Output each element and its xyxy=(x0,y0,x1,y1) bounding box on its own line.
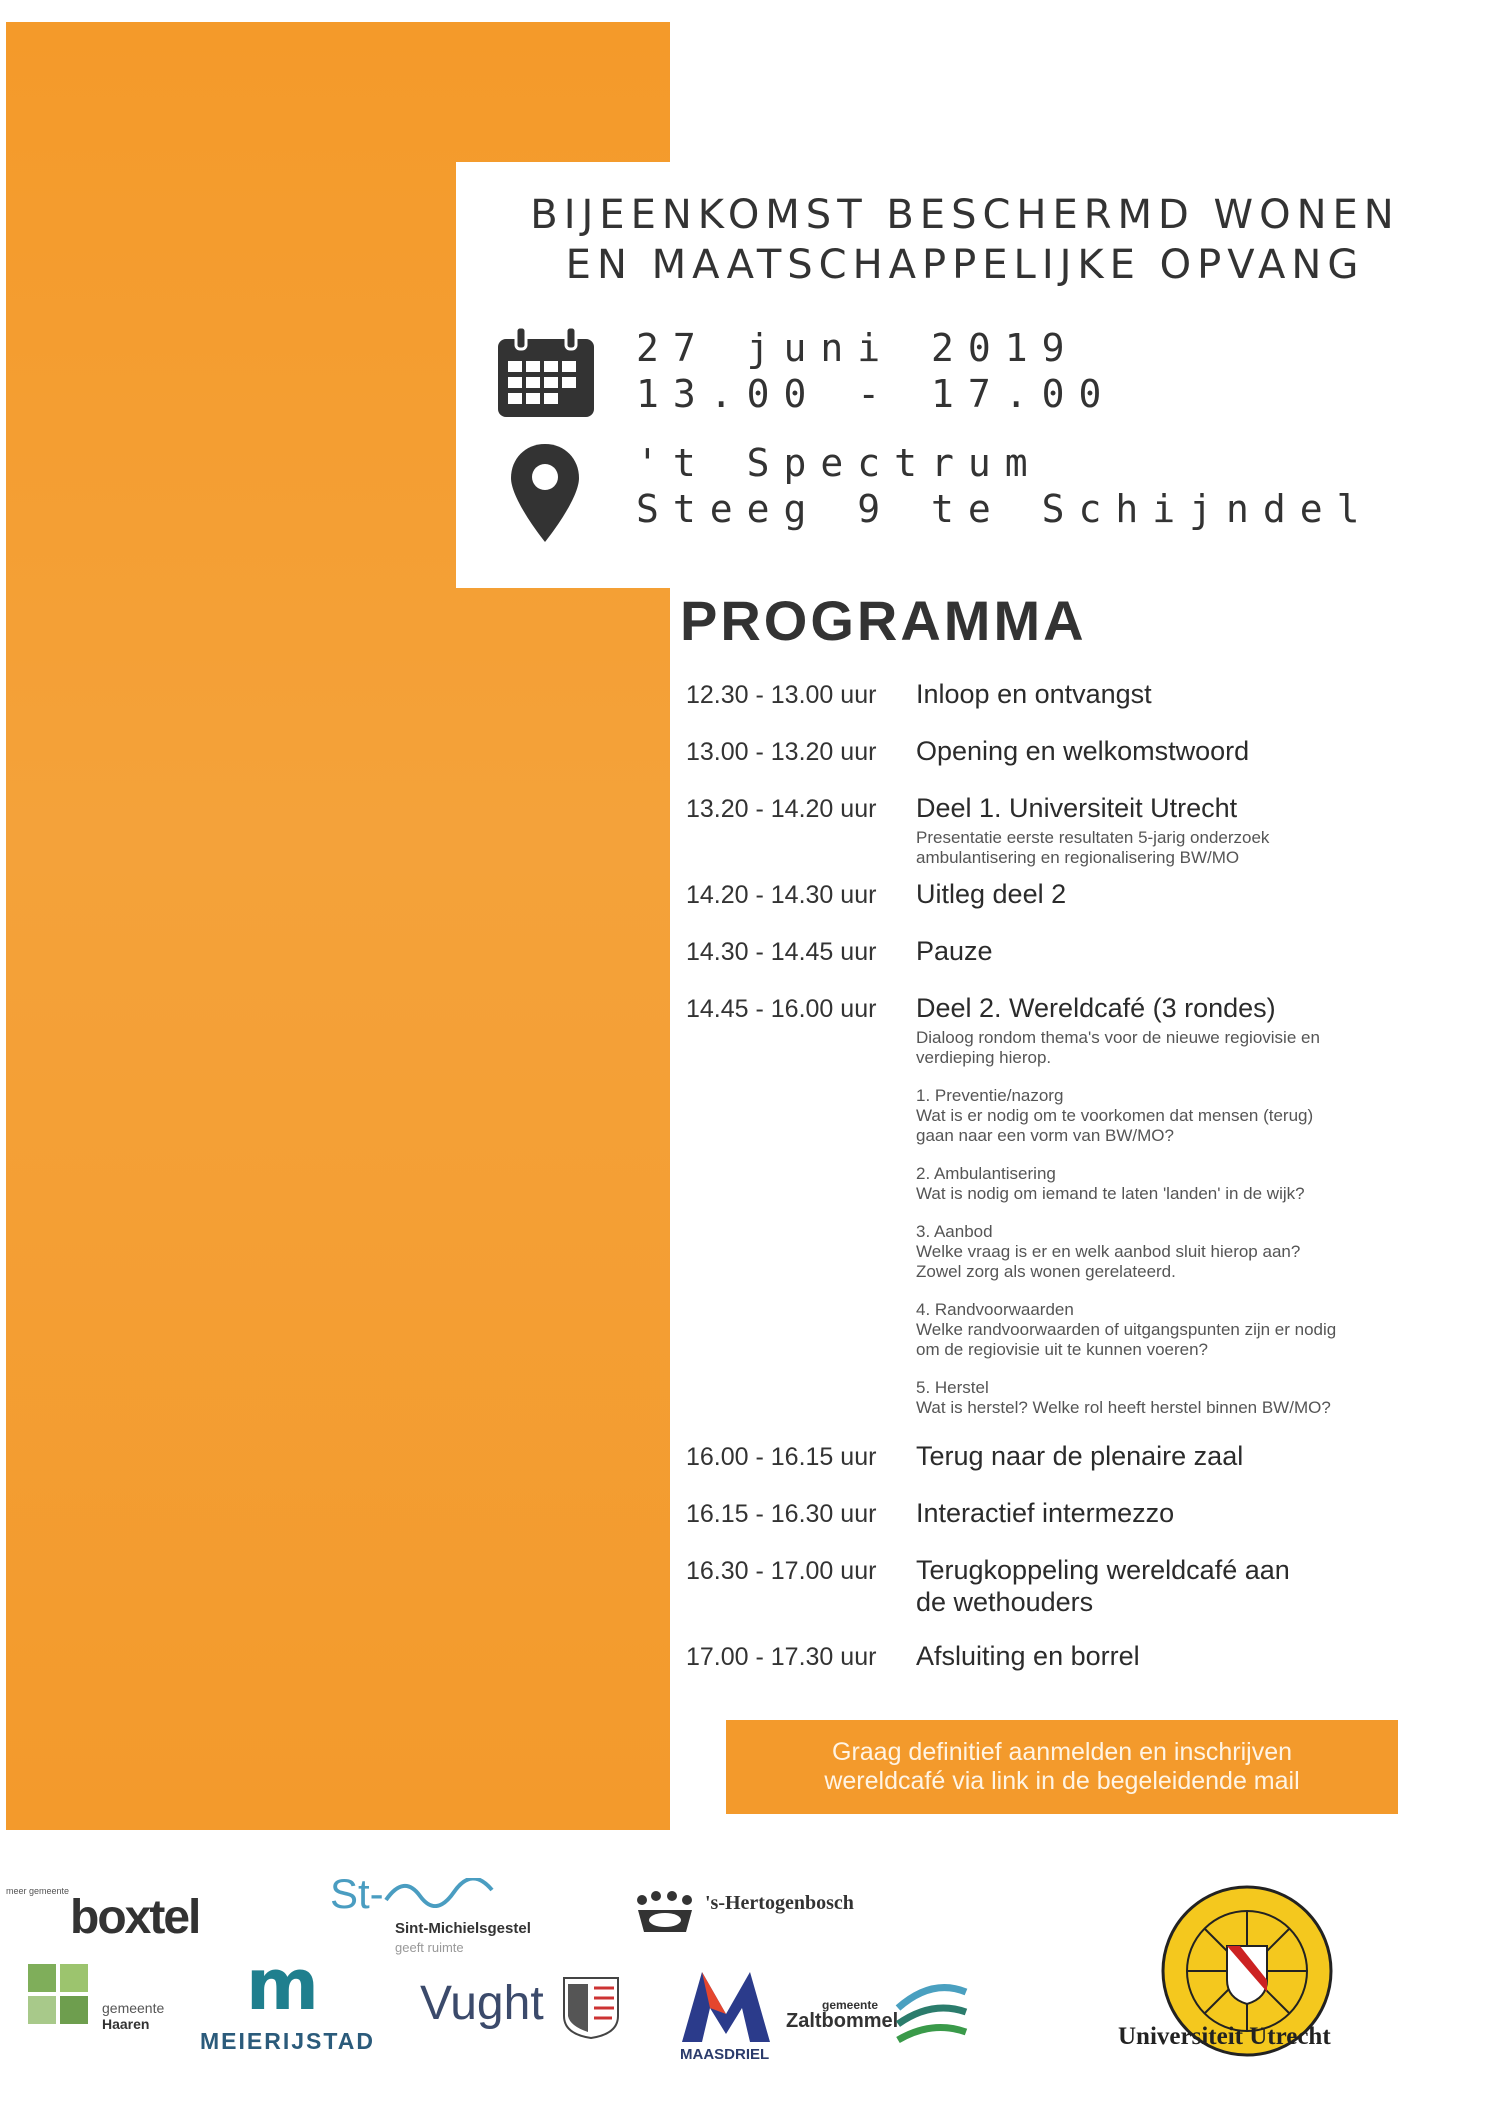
agenda-title: Deel 1. Universiteit Utrecht xyxy=(916,793,1238,823)
agenda-time: 14.20 - 14.30 uur xyxy=(686,881,877,909)
boxtel-tagline: meer gemeente xyxy=(6,1886,70,1896)
agenda-time: 16.30 - 17.00 uur xyxy=(686,1557,877,1585)
agenda-title: Pauze xyxy=(916,936,993,966)
agenda-description-line: ambulantisering en regionalisering BW/MO xyxy=(916,848,1240,867)
agenda-title: Interactief intermezzo xyxy=(916,1498,1175,1528)
agenda-time: 14.45 - 16.00 uur xyxy=(686,995,877,1023)
theme-heading: 1. Preventie/nazorg xyxy=(916,1086,1064,1105)
agenda-time: 16.15 - 16.30 uur xyxy=(686,1500,877,1528)
agenda-title: Deel 2. Wereldcafé (3 rondes) xyxy=(916,993,1276,1023)
registration-line: wereldcafé via link in de begeleidende mail xyxy=(824,1767,1300,1795)
theme-text: Welke randvoorwaarden of uitgangspunten zijn er nodig xyxy=(916,1320,1337,1339)
agenda-time: 17.00 - 17.30 uur xyxy=(686,1643,877,1671)
location-address: Steeg 9 te Schijndel xyxy=(636,487,1374,531)
agenda-time: 12.30 - 13.00 uur xyxy=(686,681,877,709)
theme-text: Wat is nodig om iemand te laten 'landen' in de wijk? xyxy=(916,1184,1305,1203)
event-date: 27 juni 2019 xyxy=(636,326,1079,370)
title-line-2: EN MAATSCHAPPELIJKE OPVANG xyxy=(565,242,1365,288)
theme-text: gaan naar een vorm van BW/MO? xyxy=(916,1126,1174,1145)
sint-michielsgestel-logo xyxy=(330,1870,494,1918)
maasdriel-logo: MAASDRIEL xyxy=(680,2046,770,2063)
theme-block xyxy=(916,1300,1426,1360)
agenda-title: Inloop en ontvangst xyxy=(916,679,1152,709)
sint-michielsgestel-tagline: geeft ruimte xyxy=(395,1940,464,1955)
theme-text: Welke vraag is er en welk aanbod sluit hierop aan? xyxy=(916,1242,1301,1261)
location-venue: 't Spectrum xyxy=(636,441,1042,485)
vught-crest-icon xyxy=(562,1976,620,2040)
agenda-description xyxy=(916,828,1426,868)
agenda-row xyxy=(686,735,1426,792)
agenda-title: Terugkoppeling wereldcafé aan xyxy=(916,1555,1290,1585)
theme-block xyxy=(916,1378,1426,1418)
agenda-description-line: verdieping hierop. xyxy=(916,1048,1052,1067)
agenda-time: 14.30 - 14.45 uur xyxy=(686,938,877,966)
boxtel-logo: boxtel xyxy=(70,1891,200,1944)
agenda-time: 13.00 - 13.20 uur xyxy=(686,738,877,766)
meierijstad-mark: m xyxy=(246,1944,319,2026)
theme-text: om de regiovisie uit te kunnen voeren? xyxy=(916,1340,1209,1359)
universiteit-utrecht-logo: Universiteit Utrecht xyxy=(1118,2023,1331,2050)
hertogenbosch-logo: 's-Hertogenbosch xyxy=(705,1892,854,1914)
programma-heading: PROGRAMMA xyxy=(680,589,1087,652)
theme-block xyxy=(916,1086,1426,1146)
map-pin-icon xyxy=(509,442,581,544)
crown-icon xyxy=(632,1888,698,1936)
theme-heading: 4. Randvoorwaarden xyxy=(916,1300,1074,1319)
haaren-prefix: gemeente xyxy=(102,2000,165,2016)
agenda-title: Opening en welkomstwoord xyxy=(916,736,1250,766)
zaltbommel-logo: Zaltbommel xyxy=(786,2010,899,2032)
agenda-description-line: Presentatie eerste resultaten 5-jarig onderzoek xyxy=(916,828,1270,847)
theme-heading: 2. Ambulantisering xyxy=(916,1164,1056,1183)
event-title xyxy=(470,190,1460,290)
agenda-title: Uitleg deel 2 xyxy=(916,879,1067,909)
calendar-icon xyxy=(494,325,598,421)
agenda-row xyxy=(686,678,1426,735)
agenda-title-continued: de wethouders xyxy=(916,1587,1094,1617)
theme-text: Wat is herstel? Welke rol heeft herstel binnen BW/MO? xyxy=(916,1398,1331,1417)
theme-text: Wat is er nodig om te voorkomen dat mensen (terug) xyxy=(916,1106,1314,1125)
agenda-title: Terug naar de plenaire zaal xyxy=(916,1441,1244,1471)
theme-heading: 3. Aanbod xyxy=(916,1222,993,1241)
agenda-row xyxy=(686,878,1426,935)
title-line-1: BIJEENKOMST BESCHERMD WONEN xyxy=(530,192,1400,238)
stm-mark: St- xyxy=(330,1870,384,1917)
agenda-description xyxy=(916,1028,1426,1068)
agenda-row xyxy=(686,792,1426,878)
agenda-row xyxy=(686,1497,1426,1554)
agenda-title: Afsluiting en borrel xyxy=(916,1641,1140,1671)
partner-logos xyxy=(0,1850,1497,2117)
haaren-name: Haaren xyxy=(102,2016,150,2032)
haaren-logo xyxy=(102,2000,164,2032)
zaltbommel-prefix: gemeente xyxy=(822,1998,879,2012)
registration-banner xyxy=(726,1720,1398,1814)
agenda-time: 16.00 - 16.15 uur xyxy=(686,1443,877,1471)
agenda-row xyxy=(686,992,1426,1440)
agenda-row xyxy=(686,1640,1426,1697)
theme-block xyxy=(916,1222,1426,1282)
zaltbommel-wave-icon xyxy=(892,1978,972,2052)
agenda-list xyxy=(686,678,1426,1697)
agenda-description-line: Dialoog rondom thema's voor de nieuwe regiovisie en xyxy=(916,1028,1320,1047)
agenda-row xyxy=(686,1440,1426,1497)
agenda-time: 13.20 - 14.20 uur xyxy=(686,795,877,823)
theme-text: Zowel zorg als wonen gerelateerd. xyxy=(916,1262,1176,1281)
agenda-row xyxy=(686,1554,1426,1640)
haaren-leaf-icon xyxy=(26,1962,92,2026)
event-time: 13.00 - 17.00 xyxy=(636,372,1116,416)
maasdriel-mark-icon xyxy=(680,1968,772,2044)
registration-line: Graag definitief aanmelden en inschrijven xyxy=(832,1738,1292,1766)
vught-logo: Vught xyxy=(420,1977,544,2030)
meierijstad-logo: MEIERIJSTAD xyxy=(200,2028,375,2054)
theme-heading: 5. Herstel xyxy=(916,1378,989,1397)
event-datetime xyxy=(636,325,1115,417)
agenda-row xyxy=(686,935,1426,992)
theme-block xyxy=(916,1164,1426,1204)
wave-icon xyxy=(384,1878,494,1908)
event-location xyxy=(636,440,1374,532)
sint-michielsgestel-name: Sint-Michielsgestel xyxy=(395,1920,531,1937)
